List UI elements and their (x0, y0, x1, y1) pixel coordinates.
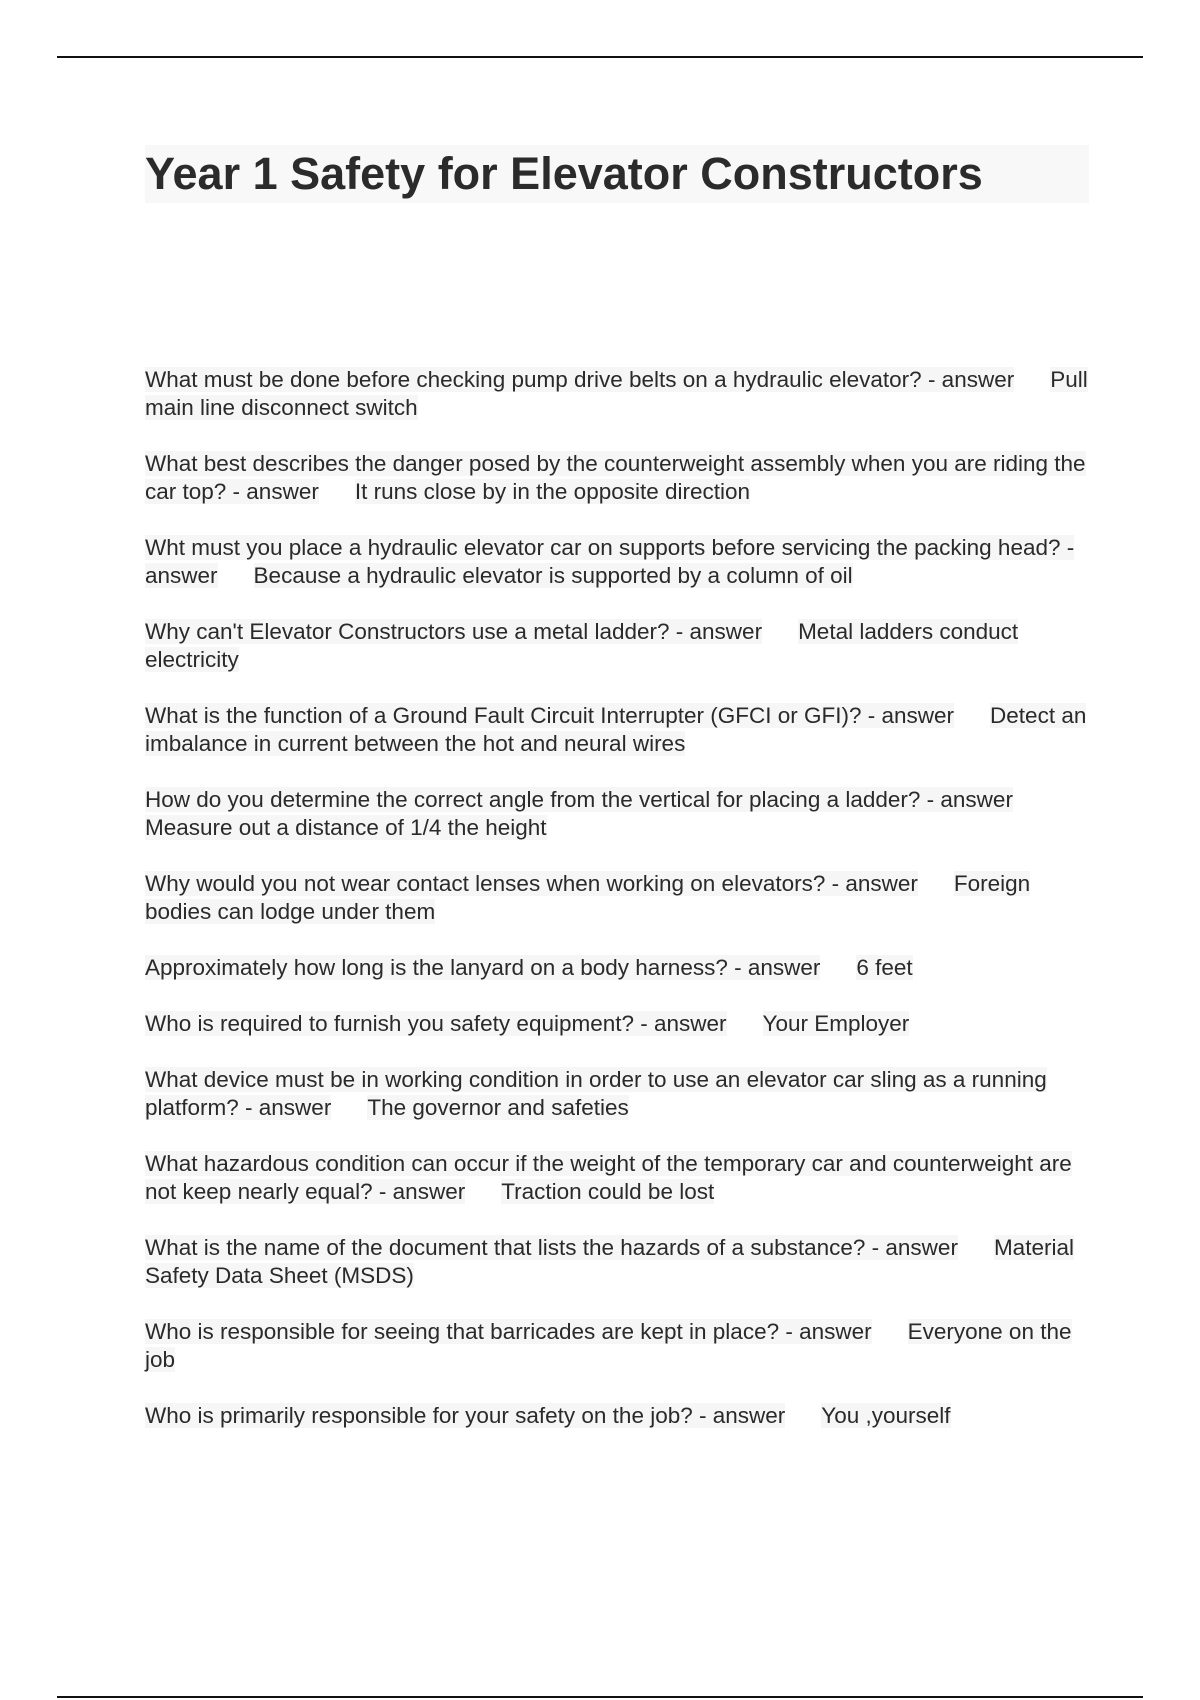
qa-answer: 6 feet (856, 955, 913, 980)
bottom-rule (57, 1696, 1143, 1698)
qa-item (145, 618, 1095, 674)
qa-question: Who is required to furnish you safety equipment? - answer (145, 1011, 727, 1036)
qa-answer: You ,yourself (821, 1403, 951, 1428)
qa-item (145, 1234, 1095, 1290)
qa-answer: Because a hydraulic elevator is supported by a column of oil (253, 563, 853, 588)
qa-answer: Material Safety Data Sheet (MSDS) (145, 1235, 1074, 1288)
qa-question: What must be done before checking pump drive belts on a hydraulic elevator? - answer (145, 367, 1015, 392)
qa-item (145, 786, 1095, 842)
qa-list (145, 366, 1095, 1458)
qa-item (145, 366, 1095, 422)
qa-answer: Traction could be lost (501, 1179, 715, 1204)
qa-answer: Your Employer (762, 1011, 910, 1036)
qa-question: Who is primarily responsible for your safety on the job? - answer (145, 1403, 786, 1428)
qa-question: What device must be in working condition in order to use an elevator car sling as a running platform? - answer (145, 1067, 1047, 1120)
qa-question: Approximately how long is the lanyard on a body harness? - answer (145, 955, 821, 980)
qa-question: What best describes the danger posed by the counterweight assembly when you are riding the car top? - answer (145, 451, 1086, 504)
qa-answer: Measure out a distance of 1/4 the height (145, 815, 547, 840)
qa-answer: Foreign bodies can lodge under them (145, 871, 1031, 924)
qa-question: What hazardous condition can occur if the weight of the temporary car and counterweight are not keep nearly equal? - answer (145, 1151, 1072, 1204)
qa-item (145, 870, 1095, 926)
qa-item (145, 702, 1095, 758)
qa-answer: Pull main line disconnect switch (145, 367, 1088, 420)
qa-question: Wht must you place a hydraulic elevator car on supports before servicing the packing head? - answer (145, 535, 1075, 588)
qa-answer: Metal ladders conduct electricity (145, 619, 1019, 672)
qa-item (145, 1318, 1095, 1374)
qa-question: What is the function of a Ground Fault Circuit Interrupter (GFCI or GFI)? - answer (145, 703, 955, 728)
qa-item (145, 450, 1095, 506)
qa-item (145, 1150, 1095, 1206)
qa-question: What is the name of the document that lists the hazards of a substance? - answer (145, 1235, 958, 1260)
qa-item (145, 954, 1095, 982)
qa-question: Why can't Elevator Constructors use a metal ladder? - answer (145, 619, 763, 644)
top-rule (57, 56, 1143, 58)
qa-answer: Everyone on the job (145, 1319, 1072, 1372)
qa-answer: Detect an imbalance in current between the hot and neural wires (145, 703, 1087, 756)
qa-item (145, 1010, 1095, 1038)
document-title: Year 1 Safety for Elevator Constructors (145, 148, 983, 199)
qa-item (145, 1066, 1095, 1122)
qa-item (145, 1402, 1095, 1430)
qa-answer: It runs close by in the opposite direction (354, 479, 751, 504)
qa-question: Why would you not wear contact lenses when working on elevators? - answer (145, 871, 918, 896)
qa-question: How do you determine the correct angle from the vertical for placing a ladder? - answer (145, 787, 1013, 812)
qa-question: Who is responsible for seeing that barricades are kept in place? - answer (145, 1319, 872, 1344)
qa-answer: The governor and safeties (367, 1095, 629, 1120)
qa-item (145, 534, 1095, 590)
